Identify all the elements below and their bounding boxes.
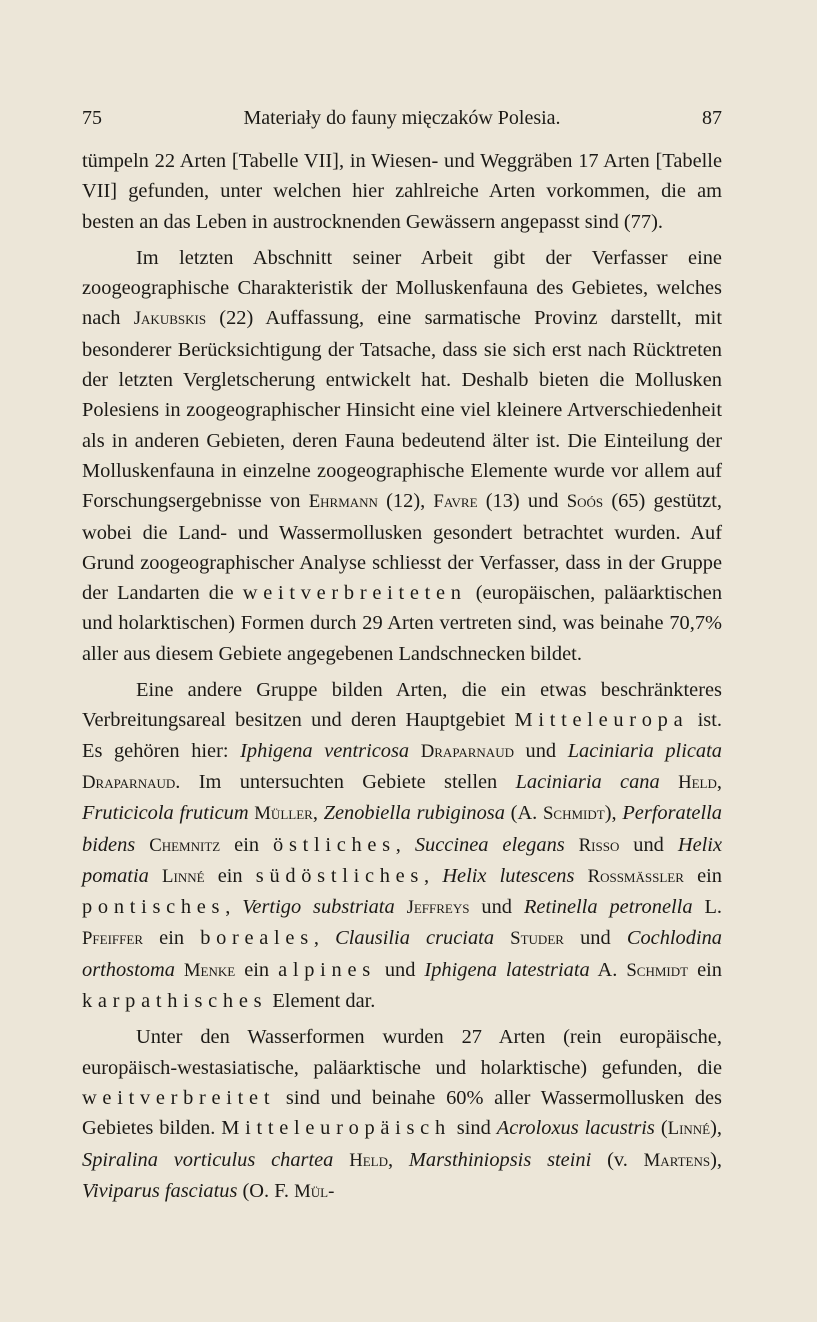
author-name: Ehrmann — [308, 491, 378, 513]
species-name: Zenobiella rubiginosa — [323, 802, 505, 825]
paragraph-2: Im letzten Abschnitt seiner Arbeit gibt der Verfasser eine zoogeographische Charakteristik der Molluskenfauna des Gebietes, welches nach Jakubskis (22) Auffassung, eine sarmatische Provinz darstellt, mit besonderer Berücksichtigung der Tatsache, dass sie sich erst nach Rücktreten der letzten Vergletscherung entwickelt hat. Deshalb bieten die Mollusken Polesiens in zoogeographischer Hinsicht eine viel kleinere Artverschiedenheit als in anderen Gebieten, deren Fauna bedeutend älter ist. Die Einteilung der Molluskenfauna in einzelne zoogeographische Elemente wurde vor allem auf Forschungsergebnisse von Ehrmann (12), Favre (13) und Soós (65) gestützt, wobei die Land- und Wassermollusken gesondert betrachtet wurden. Auf Grund zoogeographischer Analyse schliesst der Verfasser, dass in der Gruppe der Landarten die weitverbreiteten (europäischen, paläarktischen und holarktischen) Formen durch 29 Arten vertreten sind, was beinahe 70,7% aller aus diesem Gebiete angegebenen Landschnecken bildet. — [82, 246, 723, 665]
species-name: Helix lutescens — [442, 864, 575, 887]
species-name: Laciniaria cana — [515, 770, 660, 793]
species-name: Acroloxus lacustris — [496, 1117, 655, 1140]
right-page-number: 87 — [702, 107, 722, 129]
species-name: Vertigo substriata — [242, 896, 395, 919]
species-name: Clausilia cruciata — [335, 927, 495, 950]
species-name: Helix pomatia — [82, 833, 723, 887]
emphasis-term: südöstliches — [255, 864, 425, 887]
author-name: Jeffreys — [406, 897, 470, 919]
author-name: Linné — [162, 865, 205, 887]
emphasis-term: Mitteleuropa — [514, 709, 689, 732]
author-name: Held — [349, 1149, 388, 1171]
author-name: Chemnitz — [149, 834, 221, 856]
species-name: Viviparus fasciatus — [82, 1179, 238, 1202]
author-name: Schmidt — [542, 803, 605, 825]
author-name: Mül- — [294, 1180, 335, 1202]
species-name: Perforatella bidens — [82, 802, 722, 856]
emphasis-term: karpathisches — [82, 990, 268, 1013]
emphasis-term: alpines — [278, 958, 376, 981]
author-name: Müller — [254, 803, 313, 825]
species-name: Laciniaria plicata — [567, 739, 722, 762]
author-name: Draparnaud — [82, 771, 176, 793]
species-name: Cochlodina orthostoma — [82, 927, 722, 981]
emphasis-term: Mitteleuropäisch — [221, 1117, 451, 1140]
author-name: Menke — [183, 959, 236, 981]
author-name: Risso — [578, 834, 620, 856]
body-text — [82, 146, 722, 1213]
author-name: Schmidt — [626, 959, 689, 981]
author-name: Martens — [643, 1149, 711, 1171]
author-name: Jakubskis — [133, 308, 207, 330]
species-name: Marsthiniopsis steini — [408, 1148, 592, 1171]
paragraph-1: tümpeln 22 Arten [Tabelle VII], in Wiesen- und Weggräben 17 Arten [Tabelle VII] gefunden, unter welchen hier zahlreiche Arten vorkommen, die am besten an das Leben in austrocknenden Gewässern angepasst sind (77). — [82, 150, 722, 233]
author-name: Favre — [433, 491, 478, 513]
species-name: Iphigena latestriata — [424, 958, 590, 981]
emphasis-term: boreales — [200, 927, 314, 950]
author-name: Rossmässler — [587, 865, 684, 887]
paragraph-3: Eine andere Gruppe bilden Arten, die ein etwas beschränkteres Verbreitungsareal besitzen und deren Hauptgebiet Mitteleuropa ist. Es gehören hier: Iphigena ventricosa Draparnaud und Laciniaria plicata Draparnaud. Im untersuchten Gebiete stellen Laciniaria cana Held, Fruticicola fruticum Müller, Zenobiella rubiginosa (A. Schmidt), Perforatella bidens Chemnitz ein östliches, Succinea elegans Risso und Helix pomatia Linné ein südöstliches, Helix lutescens Rossmässler ein pontisches, Vertigo substriata Jeffreys und Retinella petronella L. Pfeiffer ein boreales, Clausilia cruciata Studer und Cochlodina orthostoma Menke ein alpines und Iphigena latestriata A. Schmidt ein karpathisches Element dar. — [82, 679, 723, 1013]
species-name: Iphigena ventricosa — [240, 739, 410, 762]
author-name: Soós — [566, 491, 604, 513]
species-name: Spiralina vorticulus chartea — [82, 1148, 334, 1171]
emphasis-term: pontisches — [82, 896, 226, 919]
running-title: Materiały do fauny mięczaków Polesia. — [243, 107, 561, 129]
author-name: Draparnaud — [420, 740, 514, 762]
emphasis-term: weitverbreiteten — [242, 582, 467, 605]
species-name: Fruticicola fruticum — [82, 802, 249, 825]
author-name: Held — [678, 771, 717, 793]
species-name: Retinella petronella — [523, 896, 693, 919]
species-name: Succinea elegans — [414, 833, 565, 856]
left-page-number: 75 — [82, 107, 102, 129]
author-name: Linné — [667, 1118, 711, 1140]
paragraph-4: Unter den Wasserformen wurden 27 Arten (rein europäische, europäisch-westasiatische, paläarktische und holarktische) gefunden, die weitverbreitet sind und beinahe 60% aller Wassermollusken des Gebietes bilden. Mitteleuropäisch sind Acroloxus lacustris (Linné), Spiralina vorticulus chartea Held, Marsthiniopsis steini (v. Martens), Viviparus fasciatus (O. F. Mül- — [82, 1026, 723, 1202]
author-name: Pfeiffer — [82, 928, 143, 950]
emphasis-term: östliches — [273, 833, 396, 856]
author-name: Studer — [510, 928, 564, 950]
emphasis-term: weitverbreitet — [82, 1086, 276, 1109]
